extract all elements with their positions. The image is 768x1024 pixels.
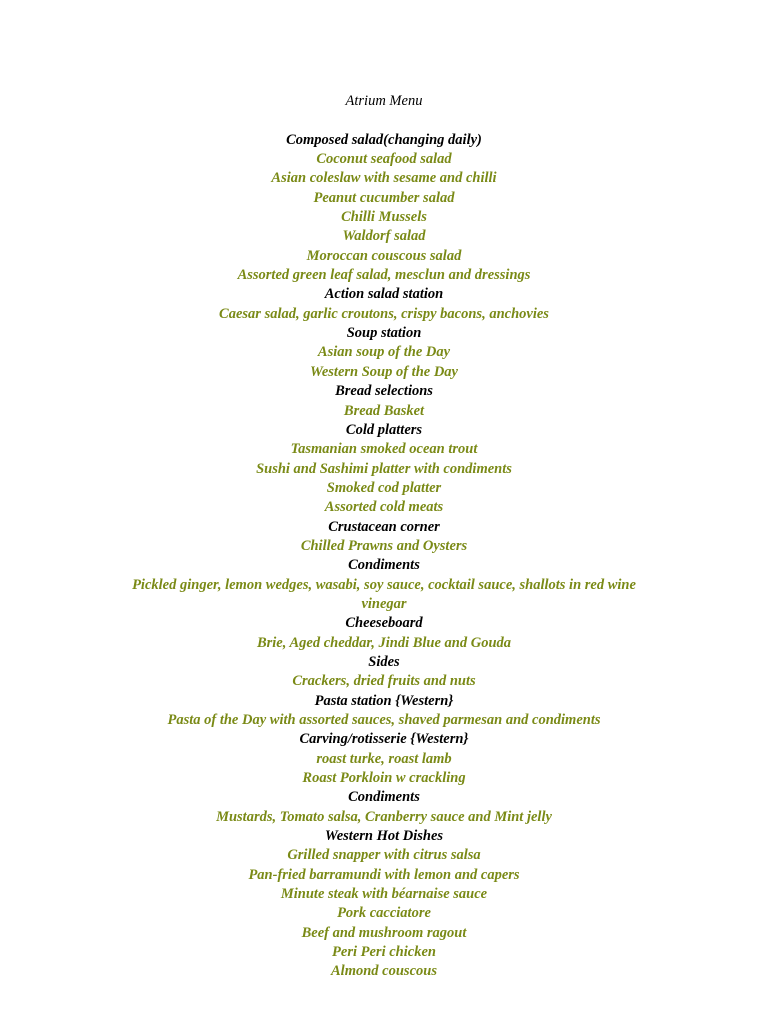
menu-item: Pickled ginger, lemon wedges, wasabi, soy sauce, cocktail sauce, shallots in red wine vinegar (132, 576, 636, 612)
menu-item: Beef and mushroom ragout (301, 924, 467, 941)
menu-item: Asian soup of the Day (317, 344, 451, 361)
menu-item: Crackers, dried fruits and nuts (292, 673, 476, 690)
menu-body (0, 92, 768, 982)
menu-item: Peri Peri chicken (332, 944, 436, 961)
section-heading: Carving/rotisserie {Western} (299, 731, 469, 748)
menu-item: Bread Basket (343, 402, 425, 419)
menu-title: Atrium Menu (345, 93, 423, 109)
menu-item: Minute steak with béarnaise sauce (280, 886, 488, 903)
section-heading: Western Hot Dishes (324, 828, 444, 845)
menu-item: Caesar salad, garlic croutons, crispy bacons, anchovies (219, 305, 549, 322)
menu-item: Grilled snapper with citrus salsa (287, 847, 481, 864)
menu-item: Chilli Mussels (341, 209, 427, 226)
section-heading: Cheeseboard (345, 615, 423, 632)
section-heading: Bread selections (335, 383, 433, 400)
section-heading: Composed salad(changing daily) (286, 131, 482, 148)
menu-item: Western Soup of the Day (310, 363, 458, 380)
section-heading: Pasta station {Western} (314, 692, 454, 709)
section-heading: Cold platters (345, 421, 423, 438)
menu-item: Assorted cold meats (324, 499, 444, 516)
menu-item: Almond couscous (331, 963, 437, 980)
menu-item: Roast Porkloin w crackling (302, 770, 466, 787)
menu-item: Chilled Prawns and Oysters (300, 537, 468, 554)
menu-item: Moroccan couscous salad (306, 247, 462, 264)
section-heading: Condiments (348, 557, 420, 574)
section-heading: Action salad station (324, 286, 444, 303)
menu-item: Pork cacciatore (337, 905, 431, 922)
menu-item: Coconut seafood salad (316, 151, 452, 168)
section-heading: Sides (368, 653, 400, 670)
menu-item: Smoked cod platter (326, 479, 442, 496)
menu-item: Brie, Aged cheddar, Jindi Blue and Gouda (256, 634, 512, 651)
menu-item: Asian coleslaw with sesame and chilli (271, 170, 497, 187)
menu-item: Waldorf salad (342, 228, 426, 245)
menu-item: roast turke, roast lamb (316, 750, 452, 767)
menu-item: Tasmanian smoked ocean trout (290, 441, 478, 458)
section-heading: Soup station (346, 325, 422, 342)
section-heading: Condiments (348, 789, 420, 806)
menu-item: Pan-fried barramundi with lemon and capers (248, 866, 520, 883)
menu-item: Sushi and Sashimi platter with condiments (256, 460, 512, 477)
menu-lines (0, 131, 768, 982)
menu-item: Pasta of the Day with assorted sauces, shaved parmesan and condiments (167, 712, 601, 728)
section-heading: Crustacean corner (328, 518, 440, 535)
menu-item: Peanut cucumber salad (313, 189, 455, 206)
menu-item: Mustards, Tomato salsa, Cranberry sauce and Mint jelly (216, 808, 552, 825)
menu-item: Assorted green leaf salad, mesclun and dressings (237, 267, 531, 284)
